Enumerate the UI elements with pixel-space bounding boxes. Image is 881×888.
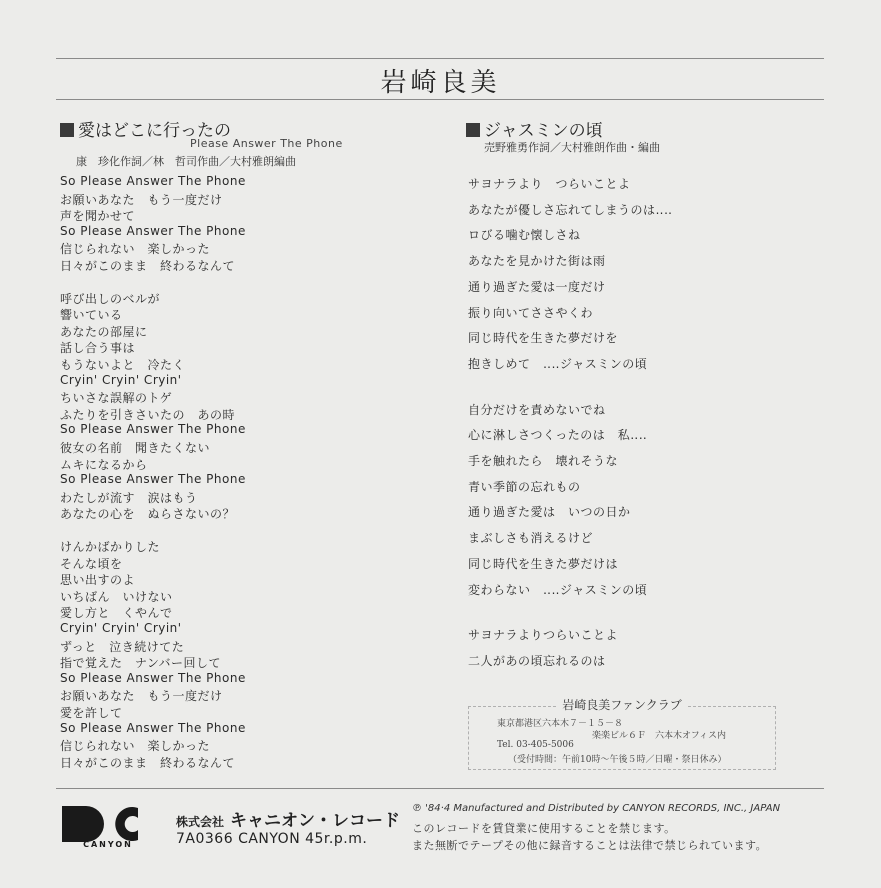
song2-credits: 売野雅勇作詞／大村雅朗作曲・編曲 [484,141,660,154]
song2-lyric-line: 通り過ぎた愛は いつの日か [468,505,631,520]
song1-lyric-line: 指で覚えた ナンバー回して [60,656,222,671]
song2-lyric-line: 同じ時代を生きた夢だけを [468,331,619,346]
fanclub-address1: 東京都港区六本木７－１５－８ [497,719,624,729]
song1-lyric-line: ムキになるから [60,457,148,472]
song1-lyric-line: 愛を許して [60,706,123,720]
song2-lyric-line: まぶしさも消えるけど [468,531,594,546]
song2-title-text: ジャスミンの頃 [484,121,603,141]
song1-lyric-line: So Please Answer The Phone [60,223,246,238]
song2-lyric-line: 通り過ぎた愛は一度だけ [468,279,606,294]
song1-lyric-line: お願いあなた もう一度だけ [60,192,223,207]
square-bullet-icon [466,123,480,137]
canyon-logo [56,800,160,848]
song1-lyric-line: Cryin' Cryin' Cryin' [60,372,182,387]
song1-lyric-line: ずっと 泣き続けてた [60,639,185,654]
song2-lyric-line: 振り向いてささやくわ [468,305,594,320]
song1-lyric-line: あなたの部屋に [60,324,148,339]
song1-lyric-line: 声を聞かせて [60,209,136,224]
song1-lyric-line: いちばん いけない [60,589,173,604]
song1-lyric-line: 愛し方と くやんで [60,606,173,621]
catalog-number: 7A0366 CANYON 45r.p.m. [176,831,368,847]
song2-title [466,116,603,141]
fanclub-title [468,696,776,713]
song2-lyric-line: ロびる噛む懐しさね [468,228,581,243]
song1-subtitle: Please Answer The Phone [190,137,343,150]
song1-lyric-line: So Please Answer The Phone [60,174,246,188]
song2-lyric-line: 青い季節の忘れもの [468,479,581,494]
footer-rule [56,788,824,789]
song2-lyric-line: 二人があの頃忘れるのは [468,653,606,668]
song2-lyric-line: 手を触れたら 壊れそうな [468,454,619,468]
song2-lyric-line: サヨナラよりつらいことよ [468,628,619,643]
song1-lyric-line: So Please Answer The Phone [60,472,246,487]
song1-lyric-line: 思い出すのよ [60,573,136,588]
company-name [176,806,400,831]
song1-title-text: 愛はどこに行ったの [78,121,231,141]
fanclub-hours: （受付時間：午前10時～午後５時／日曜・祭日休み） [508,755,727,765]
song1-lyric-line: 日々がこのまま 終わるなんて [60,755,236,770]
copy-notice: また無断でテープその他に録音することは法律で禁じられています。 [412,839,768,852]
song2-lyric-line: あなたを見かけた街は雨 [468,254,606,269]
song1-lyric-line: 日々がこのまま 終わるなんて [60,259,236,273]
manufactured-notice: ℗ '84·4 Manufactured and Distributed by CANYON RECORDS, INC., JAPAN [412,803,781,814]
song2-lyric-line: 同じ時代を生きた夢だけは [468,556,619,571]
song1-lyric-line: Cryin' Cryin' Cryin' [60,621,182,635]
square-bullet-icon [60,123,74,137]
song2-lyric-line: 自分だけを責めないでね [468,402,606,417]
song1-lyric-line: もうないよと 冷たく [60,358,186,372]
company-name-text: キャニオン・レコード [230,811,401,831]
song1-lyric-line: So Please Answer The Phone [60,720,246,735]
song1-lyric-line: あなたの心を ぬらさないの？ [60,507,236,522]
fanclub-address2: 楽楽ビル６Ｆ 六本木オフィス内 [592,731,727,741]
song1-lyric-line: そんな頃を [60,556,123,571]
company-prefix: 株式会社 [176,815,225,829]
song1-lyric-line: So Please Answer The Phone [60,670,246,685]
song1-lyric-line: 彼女の名前 聞きたくない [60,441,211,455]
song1-lyric-line: 呼び出しのベルが [60,291,161,306]
song2-lyric-line: あなたが優しさ忘れてしまうのは‥‥ [468,202,673,217]
song1-lyric-line: 信じられない 楽しかった [60,242,211,257]
header-rule [56,99,824,100]
song2-lyric-line: 心に淋しさつくったのは 私‥‥ [468,428,648,443]
artist-name: 岩崎良美 [380,68,501,98]
song1-lyric-line: ふたりを引きさいたの あの時 [60,407,236,422]
canyon-logo-text: CANYON [83,840,133,848]
song1-lyric-line: 信じられない 楽しかった [60,739,211,754]
song1-lyric-line: わたしが流す 涙はもう [60,490,198,505]
rental-notice: このレコードを賃貸業に使用することを禁じます。 [412,822,676,835]
song1-lyric-line: 話し合う事は [60,341,136,356]
song2-lyric-line: サヨナラより つらいことよ [468,177,631,191]
fanclub-tel: Tel. 03-405-5006 [497,740,574,750]
song1-lyric-line: 響いている [60,308,123,323]
top-rule [56,58,824,59]
song2-lyric-line: 抱きしめて ‥‥ジャスミンの頃 [468,356,648,371]
song1-lyric-line: ちいさな誤解のトゲ [60,391,173,406]
song2-lyric-line: 変わらない ‥‥ジャスミンの頃 [468,582,648,597]
fanclub-title-text: 岩崎良美ファンクラブ [556,698,688,712]
song1-lyric-line: So Please Answer The Phone [60,422,246,437]
song1-credits: 康 珍化作詞／林 哲司作曲／大村雅朗編曲 [76,155,296,168]
song1-lyric-line: お願いあなた もう一度だけ [60,689,223,704]
song1-lyric-line: けんかばかりした [60,540,161,554]
